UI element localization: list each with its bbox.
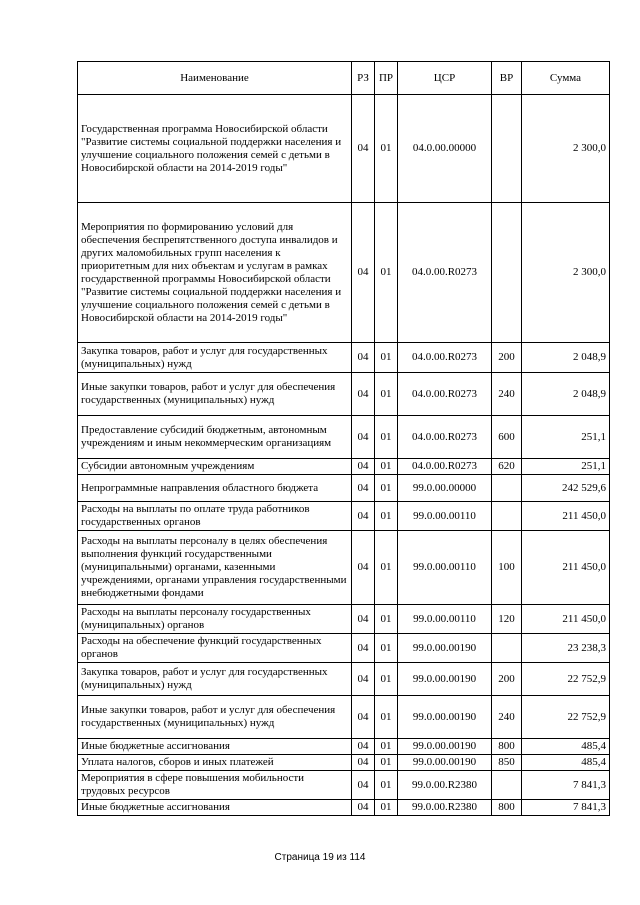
cell-vr: 120 [492,605,522,634]
cell-pr: 01 [375,771,398,800]
cell-pr: 01 [375,800,398,816]
cell-vr [492,203,522,343]
cell-pr: 01 [375,663,398,696]
cell-csr: 04.0.00.R0273 [398,459,492,475]
cell-csr: 99.0.00.R2380 [398,771,492,800]
cell-vr: 240 [492,696,522,739]
cell-vr: 200 [492,663,522,696]
cell-pr: 01 [375,696,398,739]
cell-vr: 600 [492,416,522,459]
cell-csr: 99.0.00.00190 [398,663,492,696]
table-row [78,475,610,502]
cell-pr: 01 [375,531,398,605]
cell-rz: 04 [352,502,375,531]
cell-rz: 04 [352,373,375,416]
cell-rz: 04 [352,739,375,755]
cell-pr: 01 [375,739,398,755]
cell-csr: 04.0.00.R0273 [398,203,492,343]
header-csr: ЦСР [398,62,492,95]
cell-sum: 211 450,0 [522,605,610,634]
table-row [78,634,610,663]
cell-csr: 99.0.00.00190 [398,739,492,755]
cell-vr [492,475,522,502]
cell-sum: 2 048,9 [522,343,610,373]
cell-name: Предоставление субсидий бюджетным, автономным учреждениям и иным некоммерческим организациям [78,416,352,459]
table-header-row [78,62,610,95]
cell-name: Расходы на выплаты по оплате труда работников государственных органов [78,502,352,531]
table-row [78,502,610,531]
table-row [78,605,610,634]
header-vr: ВР [492,62,522,95]
table-row [78,663,610,696]
cell-name: Расходы на выплаты персоналу государственных (муниципальных) органов [78,605,352,634]
cell-name: Расходы на выплаты персоналу в целях обеспечения выполнения функций государственными (муниципальными) органами, казенными учреждениями, органами управления государственными внебюджетными фондами [78,531,352,605]
cell-sum: 7 841,3 [522,800,610,816]
table-row [78,459,610,475]
table-row [78,343,610,373]
cell-vr: 240 [492,373,522,416]
cell-name: Иные закупки товаров, работ и услуг для обеспечения государственных (муниципальных) нужд [78,373,352,416]
table-row [78,203,610,343]
cell-name: Государственная программа Новосибирской области "Развитие системы социальной поддержки населения и улучшение социального положения семей с детьми в Новосибирской области на 2014-2019 годы" [78,95,352,203]
cell-name: Уплата налогов, сборов и иных платежей [78,755,352,771]
cell-sum: 7 841,3 [522,771,610,800]
cell-csr: 99.0.00.00190 [398,696,492,739]
cell-rz: 04 [352,771,375,800]
cell-csr: 99.0.00.R2380 [398,800,492,816]
budget-table [77,61,610,816]
cell-name: Закупка товаров, работ и услуг для государственных (муниципальных) нужд [78,343,352,373]
cell-pr: 01 [375,373,398,416]
cell-vr [492,634,522,663]
cell-pr: 01 [375,203,398,343]
header-pr: ПР [375,62,398,95]
cell-pr: 01 [375,416,398,459]
cell-rz: 04 [352,459,375,475]
header-sum: Сумма [522,62,610,95]
cell-vr: 620 [492,459,522,475]
cell-csr: 99.0.00.00110 [398,605,492,634]
cell-sum: 2 300,0 [522,203,610,343]
cell-rz: 04 [352,343,375,373]
cell-vr [492,95,522,203]
cell-sum: 2 048,9 [522,373,610,416]
cell-csr: 04.0.00.R0273 [398,416,492,459]
cell-pr: 01 [375,343,398,373]
cell-name: Мероприятия в сфере повышения мобильности трудовых ресурсов [78,771,352,800]
cell-sum: 22 752,9 [522,663,610,696]
cell-rz: 04 [352,696,375,739]
cell-rz: 04 [352,800,375,816]
cell-csr: 04.0.00.R0273 [398,343,492,373]
cell-rz: 04 [352,203,375,343]
cell-csr: 99.0.00.00110 [398,531,492,605]
cell-pr: 01 [375,459,398,475]
cell-csr: 99.0.00.00190 [398,755,492,771]
table-row [78,755,610,771]
cell-rz: 04 [352,605,375,634]
table-row [78,95,610,203]
cell-sum: 23 238,3 [522,634,610,663]
cell-sum: 251,1 [522,459,610,475]
cell-csr: 99.0.00.00000 [398,475,492,502]
cell-csr: 99.0.00.00110 [398,502,492,531]
cell-sum: 211 450,0 [522,531,610,605]
cell-vr: 100 [492,531,522,605]
cell-csr: 99.0.00.00190 [398,634,492,663]
cell-pr: 01 [375,605,398,634]
table-row [78,373,610,416]
page-number: Страница 19 из 114 [274,852,366,863]
table-row [78,696,610,739]
cell-vr: 850 [492,755,522,771]
cell-pr: 01 [375,755,398,771]
cell-pr: 01 [375,634,398,663]
header-rz: РЗ [352,62,375,95]
cell-rz: 04 [352,531,375,605]
cell-name: Закупка товаров, работ и услуг для государственных (муниципальных) нужд [78,663,352,696]
cell-rz: 04 [352,95,375,203]
cell-vr: 800 [492,800,522,816]
cell-sum: 485,4 [522,739,610,755]
cell-name: Иные бюджетные ассигнования [78,739,352,755]
cell-pr: 01 [375,502,398,531]
cell-sum: 485,4 [522,755,610,771]
cell-name: Непрограммные направления областного бюджета [78,475,352,502]
cell-csr: 04.0.00.R0273 [398,373,492,416]
cell-pr: 01 [375,475,398,502]
cell-name: Мероприятия по формированию условий для обеспечения беспрепятственного доступа инвалидов и других маломобильных групп населения к приоритетным для них объектам и услугам в рамках государственной программы Новосибирской области "Развитие системы социальной поддержки населения и улучшение социального положения семей с детьми в Новосибирской области на 2014-2019 годы" [78,203,352,343]
table-body [78,95,610,816]
cell-sum: 211 450,0 [522,502,610,531]
cell-vr: 800 [492,739,522,755]
table-row [78,739,610,755]
header-name: Наименование [78,62,352,95]
cell-rz: 04 [352,755,375,771]
cell-sum: 251,1 [522,416,610,459]
table-row [78,771,610,800]
cell-sum: 22 752,9 [522,696,610,739]
cell-sum: 242 529,6 [522,475,610,502]
cell-name: Иные бюджетные ассигнования [78,800,352,816]
cell-rz: 04 [352,634,375,663]
cell-rz: 04 [352,475,375,502]
cell-rz: 04 [352,663,375,696]
cell-vr [492,502,522,531]
cell-rz: 04 [352,416,375,459]
cell-name: Расходы на обеспечение функций государственных органов [78,634,352,663]
cell-name: Иные закупки товаров, работ и услуг для обеспечения государственных (муниципальных) нужд [78,696,352,739]
table-row [78,416,610,459]
cell-csr: 04.0.00.00000 [398,95,492,203]
cell-name: Субсидии автономным учреждениям [78,459,352,475]
cell-vr: 200 [492,343,522,373]
cell-vr [492,771,522,800]
cell-pr: 01 [375,95,398,203]
table-row [78,800,610,816]
cell-sum: 2 300,0 [522,95,610,203]
table-row [78,531,610,605]
